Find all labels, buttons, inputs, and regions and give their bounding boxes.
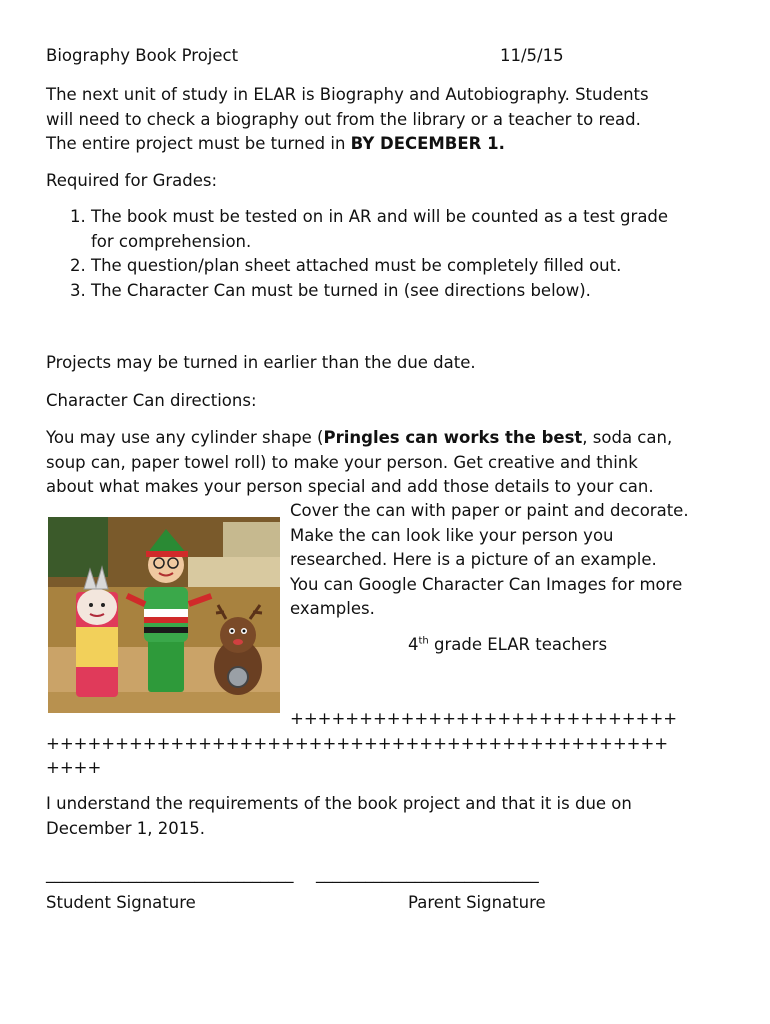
parent-signature-label: Parent Signature <box>408 893 546 912</box>
list-item: 2. The question/plan sheet attached must be completely filled out. <box>91 254 736 279</box>
separator-line: ++++++++++++++++++++++++++++ <box>290 709 678 728</box>
directions-text: You may use any cylinder shape ( <box>46 428 324 447</box>
directions-paragraph <box>46 426 736 500</box>
early-note: Projects may be turned in earlier than the due date. <box>46 353 476 372</box>
float-line: researched. Here is a picture of an example. <box>290 550 657 569</box>
directions-line <box>46 426 736 451</box>
float-line: Make the can look like your person you <box>290 525 614 545</box>
list-item-text: for comprehension. <box>91 231 252 251</box>
intro-paragraph <box>46 83 736 157</box>
grade-suffix: th <box>418 635 429 647</box>
character-can-illustration <box>48 517 280 713</box>
character-can-photo <box>48 517 280 713</box>
grade-number: 4 <box>408 635 419 654</box>
separator-line: +++++++++++++++++++++++++++++++++++++++++++++ <box>46 734 669 753</box>
list-item: 3. The Character Can must be turned in (see directions below). <box>91 279 736 304</box>
directions-line: about what makes your person special and add those details to your can. <box>46 477 654 496</box>
header-row <box>46 44 736 69</box>
directions-line: soup can, paper towel roll) to make your person. Get creative and think <box>46 452 638 472</box>
due-date-bold: BY DECEMBER 1. <box>350 134 505 153</box>
list-item <box>91 205 736 254</box>
required-list-wrapper <box>46 205 736 303</box>
document-title: Biography Book Project <box>46 46 239 65</box>
required-heading: Required for Grades: <box>46 171 218 190</box>
list-item-text: The book must be tested on in AR and will be counted as a test grade <box>91 207 669 226</box>
directions-text: , soda can, <box>582 428 673 447</box>
float-line: examples. <box>290 599 375 618</box>
parent-signature-line[interactable]: ___________________________ <box>316 864 539 883</box>
document-date: 11/5/15 <box>500 46 564 65</box>
agreement-paragraph <box>46 792 736 841</box>
float-line: You can Google Character Can Images for more <box>290 574 683 594</box>
float-text <box>290 499 730 622</box>
directions-heading: Character Can directions: <box>46 391 257 410</box>
float-line: Cover the can with paper or paint and decorate. <box>290 501 689 520</box>
intro-line <box>46 132 736 157</box>
required-list <box>46 205 736 303</box>
intro-line: will need to check a biography out from the library or a teacher to read. <box>46 109 641 129</box>
agreement-line: December 1, 2015. <box>46 818 206 838</box>
teachers-text: grade ELAR teachers <box>428 635 608 654</box>
intro-text: The entire project must be turned in <box>46 134 351 153</box>
teachers-signoff <box>408 633 708 658</box>
separator-line: ++++ <box>46 758 102 777</box>
student-signature-label: Student Signature <box>46 893 196 912</box>
intro-line: The next unit of study in ELAR is Biography and Autobiography. Students <box>46 85 649 104</box>
student-signature-line[interactable]: ______________________________ <box>46 864 294 883</box>
pringles-bold: Pringles can works the best <box>323 428 583 447</box>
agreement-line: I understand the requirements of the book project and that it is due on <box>46 794 632 813</box>
